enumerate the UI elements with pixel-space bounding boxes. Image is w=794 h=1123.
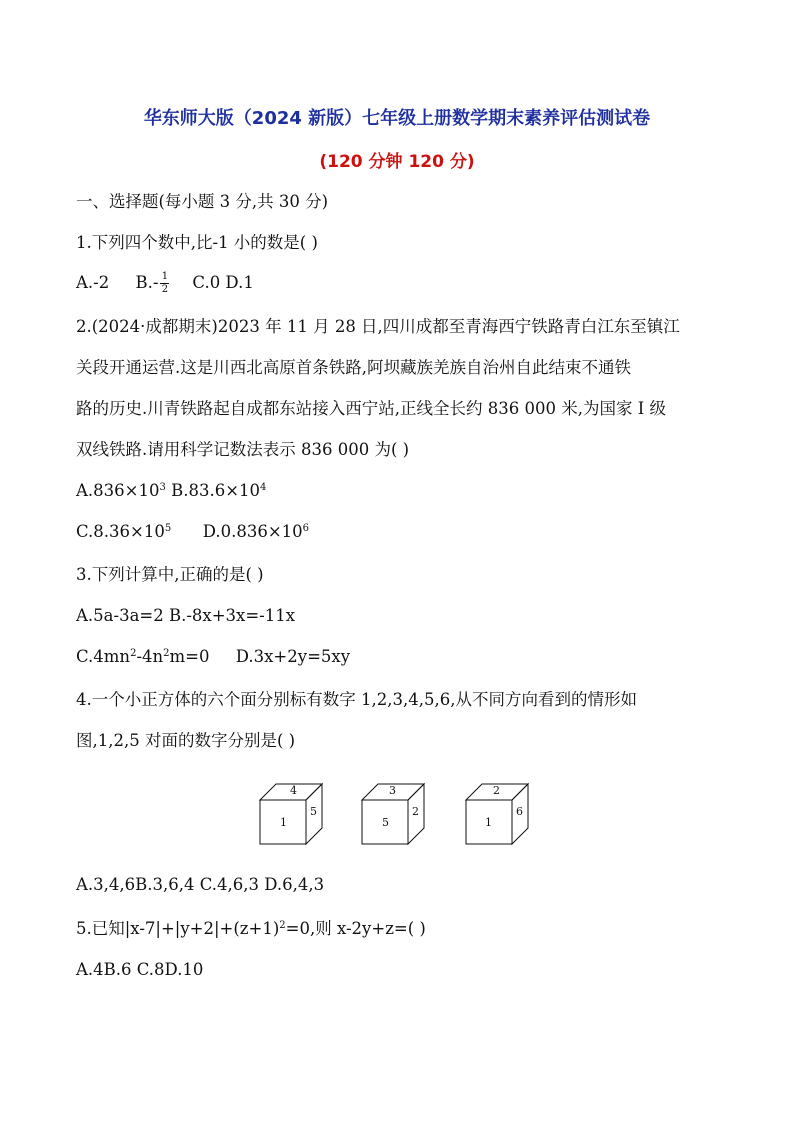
question-2-options-ab <box>76 480 266 502</box>
cube-1-front-label: 1 <box>280 816 287 829</box>
fraction <box>160 272 169 295</box>
q2-option-b-exponent: 4 <box>260 482 267 493</box>
question-4-line-2: 图,1,2,5 对面的数字分别是( ) <box>76 731 296 750</box>
question-2-line-4: 双线铁路.请用科学记数法表示 836 000 为( ) <box>76 440 410 459</box>
cube-1-side-label: 5 <box>310 805 317 818</box>
question-1-options <box>76 272 254 295</box>
cube-1 <box>260 784 322 844</box>
cube-3-front-label: 1 <box>485 816 492 829</box>
q1-option-a: A.-2 <box>76 273 110 292</box>
question-3-options-cd <box>76 646 350 668</box>
question-1-stem: 1.下列四个数中,比-1 小的数是( ) <box>76 233 318 252</box>
q2-option-a-exponent: 3 <box>159 482 166 493</box>
cube-1-top-label: 4 <box>290 784 297 797</box>
question-2-line-2: 关段开通运营.这是川西北高原首条铁路,阿坝藏族羌族自治州自此结束不通铁 <box>76 358 631 377</box>
q5-stem-part-1: 5.已知|x-7|+|y+2|+(z+1) <box>76 919 280 938</box>
q2-option-c-exponent: 5 <box>164 523 172 534</box>
page-title: 华东师大版（2024 新版）七年级上册数学期末素养评估测试卷 <box>143 108 651 129</box>
q3-option-c-exponent-2: 2 <box>163 648 170 659</box>
q1-option-b <box>135 271 171 295</box>
q2-option-d: D.0.836×10 <box>202 522 303 541</box>
question-5-stem <box>76 918 426 940</box>
cube-3-side-label: 6 <box>516 805 523 818</box>
q2-option-d-exponent: 6 <box>302 523 310 534</box>
q3-option-c-exponent-1: 2 <box>130 648 137 659</box>
q5-stem-part-2: =0,则 x-2y+z=( ) <box>285 919 426 938</box>
cube-2-side-label: 2 <box>412 805 419 818</box>
q3-option-c-part-1: C.4mn <box>76 647 131 666</box>
fraction-denominator: 2 <box>161 284 169 295</box>
cube-figure <box>258 780 548 850</box>
q3-option-c-part-2: -4n <box>136 647 164 666</box>
q1-option-cd: C.0 D.1 <box>192 273 254 292</box>
page-subtitle: (120 分钟 120 分) <box>319 152 475 172</box>
question-3-stem: 3.下列计算中,正确的是( ) <box>76 565 264 584</box>
question-3-options-ab: A.5a-3a=2 B.-8x+3x=-11x <box>76 606 296 625</box>
cube-3-top-label: 2 <box>493 784 500 797</box>
q2-option-a: A.836×10 <box>76 481 160 500</box>
cube-2-top-label: 3 <box>389 784 396 797</box>
question-2-line-3: 路的历史.川青铁路起自成都东站接入西宁站,正线全长约 836 000 米,为国家 I 级 <box>76 399 666 418</box>
cube-2-front-label: 5 <box>382 816 389 829</box>
q3-option-c-part-3: m=0 <box>169 647 210 666</box>
question-4-options: A.3,4,6B.3,6,4 C.4,6,3 D.6,4,3 <box>76 875 325 894</box>
question-4-line-1: 4.一个小正方体的六个面分别标有数字 1,2,3,4,5,6,从不同方向看到的情形如 <box>76 690 637 709</box>
q3-option-d: D.3x+2y=5xy <box>235 647 351 666</box>
question-5-options: A.4B.6 C.8D.10 <box>76 960 204 979</box>
q5-exponent: 2 <box>279 920 286 931</box>
q2-option-c: C.8.36×10 <box>76 522 165 541</box>
q2-option-b: B.83.6×10 <box>165 481 261 500</box>
section-heading: 一、选择题(每小题 3 分,共 30 分) <box>76 192 329 211</box>
fraction-numerator: 1 <box>161 271 169 282</box>
cube-3 <box>466 784 528 844</box>
q1-option-b-prefix: B.- <box>135 273 159 292</box>
question-2-options-cd <box>76 521 309 543</box>
question-2-line-1: 2.(2024·成都期末)2023 年 11 月 28 日,四川成都至青海西宁铁路青白江东至镇江 <box>76 317 680 336</box>
cube-2 <box>362 784 424 844</box>
